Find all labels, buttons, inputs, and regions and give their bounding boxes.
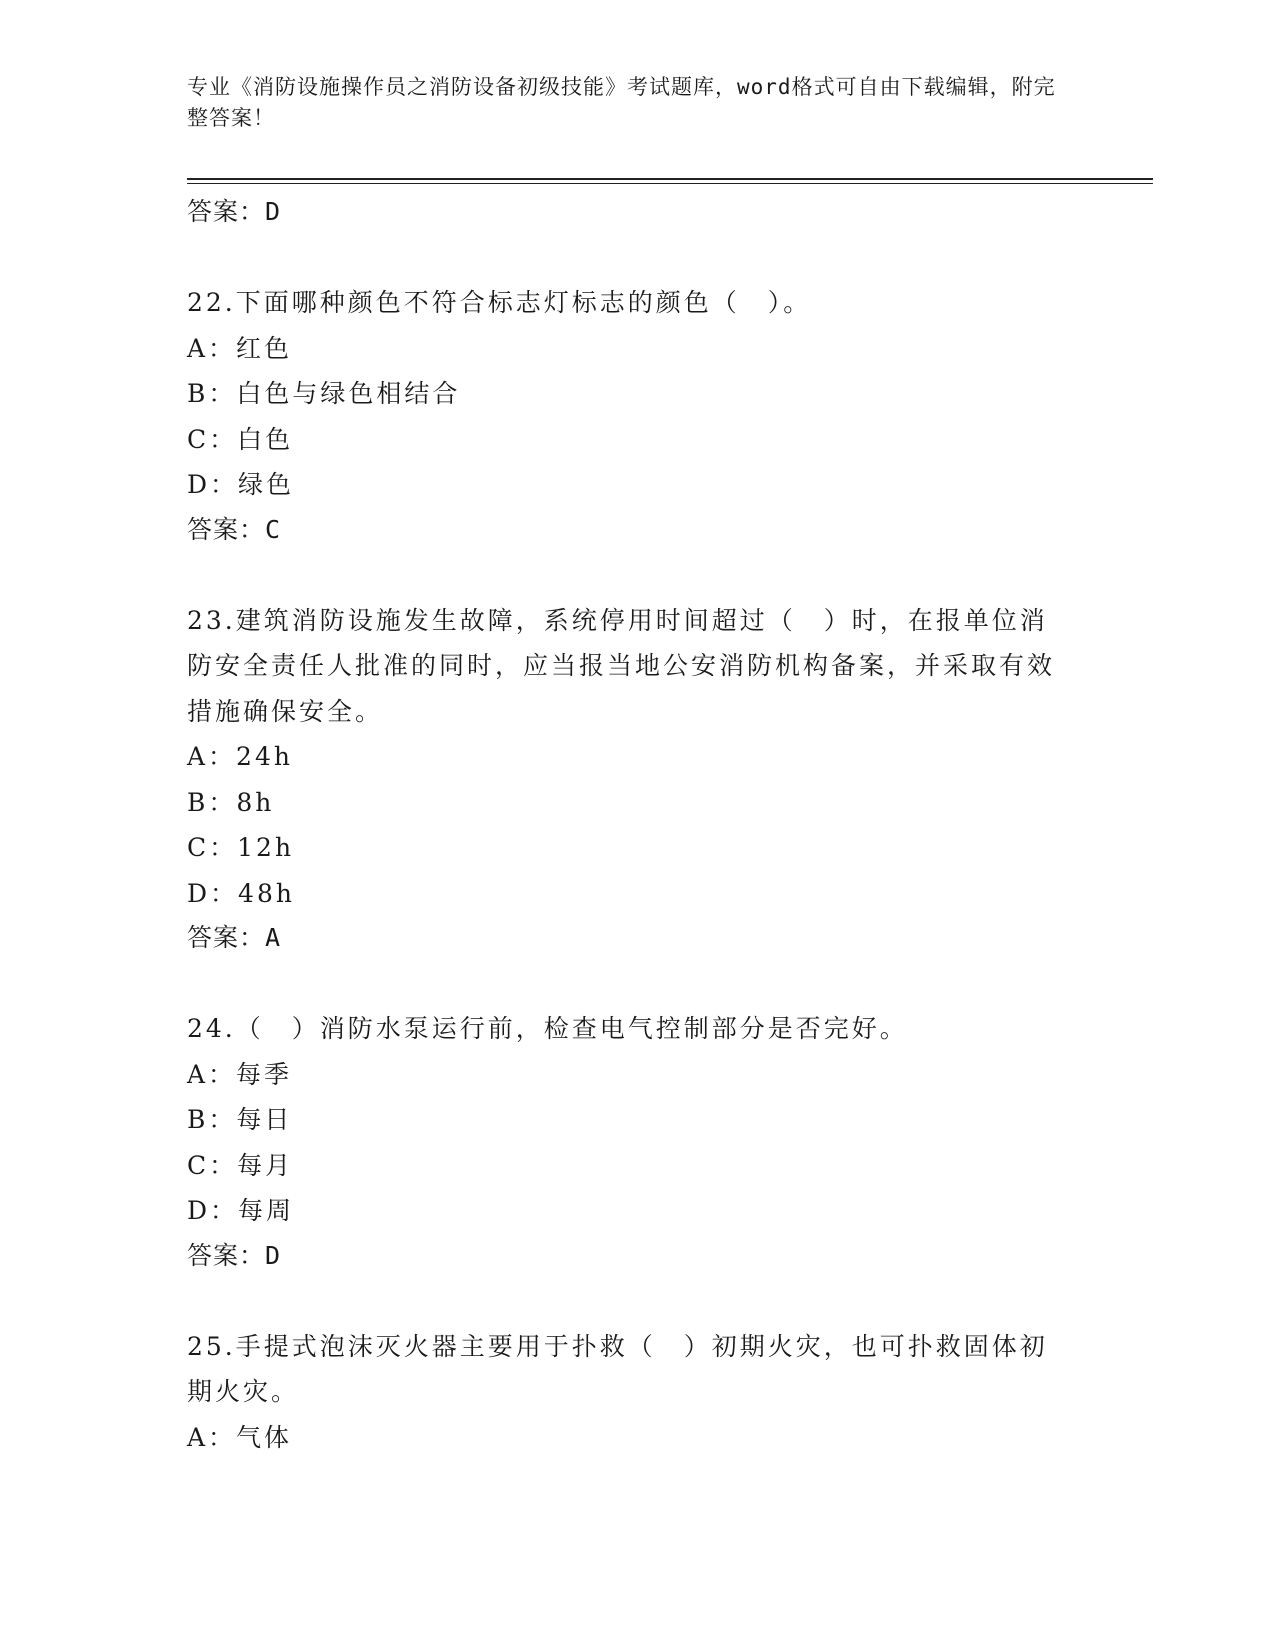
option-b: B：8h xyxy=(187,787,275,817)
document-header: 专业《消防设施操作员之消防设备初级技能》考试题库，word格式可自由下载编辑，附完整答案！ xyxy=(187,75,1056,130)
option-c: C：每月 xyxy=(187,1150,294,1180)
question-text: 22.下面哪种颜色不符合标志灯标志的颜色（ ）。 xyxy=(187,288,812,317)
option-d: D：绿色 xyxy=(187,470,295,499)
option-a: A：气体 xyxy=(187,1422,293,1452)
option-d: D：48h xyxy=(187,878,295,908)
question-text: 25.手提式泡沫灭火器主要用于扑救（ ）初期火灾，也可扑救固体初期火灾。 xyxy=(187,1331,1048,1406)
option-a: A：24h xyxy=(187,742,293,771)
question-text: 23.建筑消防设施发生故障，系统停用时间超过（ ）时，在报单位消防安全责任人批准的同时，应当报当地公安消防机构备案，并采取有效措施确保安全。 xyxy=(187,605,1056,726)
answer-line: 答案：D xyxy=(187,1240,282,1270)
option-a: A：红色 xyxy=(187,333,293,363)
header-divider xyxy=(187,178,1153,180)
option-c: C：白色 xyxy=(187,424,294,454)
option-c: C：12h xyxy=(187,833,295,862)
answer-line: 答案：C xyxy=(187,514,282,544)
answer-line: 答案：A xyxy=(187,923,282,952)
question-text: 24.（ ）消防水泵运行前，检查电气控制部分是否完好。 xyxy=(187,1014,908,1043)
option-d: D：每周 xyxy=(187,1196,295,1225)
question-list xyxy=(187,190,1087,1460)
option-a: A：每季 xyxy=(187,1059,293,1089)
option-b: B：白色与绿色相结合 xyxy=(187,379,461,408)
header-divider-thin xyxy=(187,183,1153,184)
answer-line: 答案：D xyxy=(187,197,282,226)
option-b: B：每日 xyxy=(187,1105,293,1134)
